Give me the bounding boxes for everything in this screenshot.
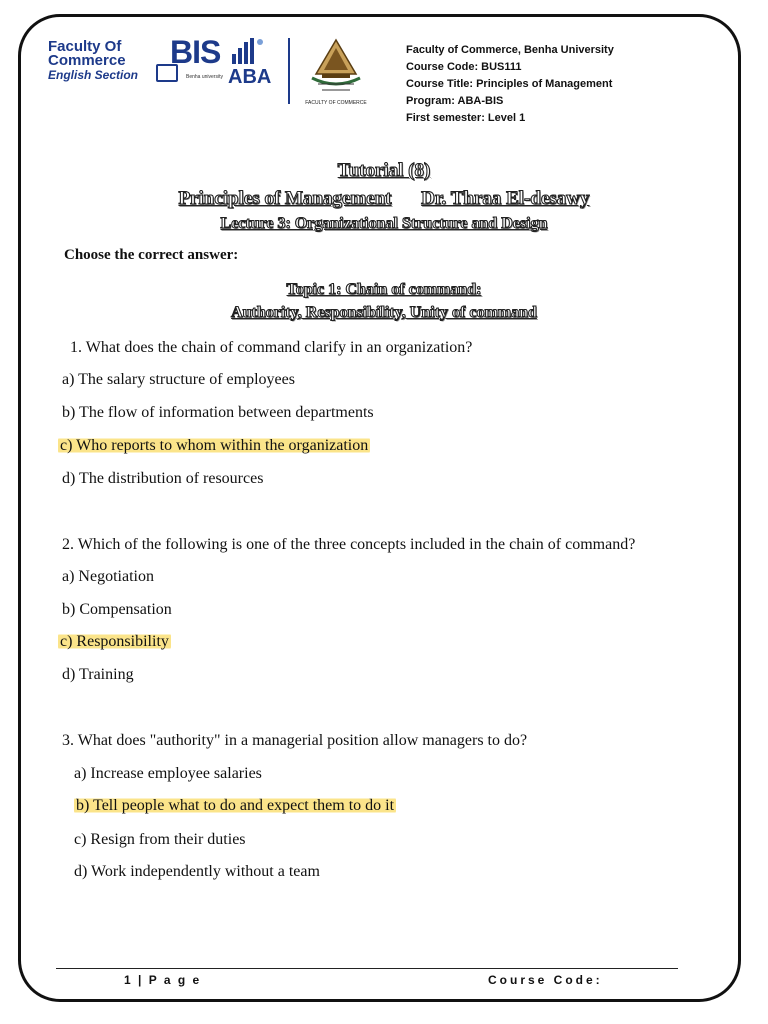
tutorial-title-text: Tutorial (8) xyxy=(337,160,431,181)
logo-bar xyxy=(48,32,388,108)
question-2-option-b: b) Compensation xyxy=(62,601,172,618)
course-info xyxy=(406,42,614,127)
topic-heading-1 xyxy=(0,281,768,299)
lecture-title xyxy=(0,215,768,233)
question-3-option-c: c) Resign from their duties xyxy=(74,831,246,848)
program: Program: ABA-BIS xyxy=(406,95,504,107)
answer-highlight: c) Responsibility xyxy=(60,633,169,650)
bis-logo-subtext: Benha university xyxy=(186,74,223,80)
question-2-option-a: a) Negotiation xyxy=(62,568,154,585)
course-title: Course Title: Principles of Management xyxy=(406,78,613,90)
logo-text-line1: Faculty Of xyxy=(48,38,122,55)
question-3: 3. What does "authority" in a managerial position allow managers to do? xyxy=(62,732,528,749)
subject-title: Principles of Management xyxy=(178,188,392,209)
question-1: 1. What does the chain of command clarify in an organization? xyxy=(70,339,473,356)
topic-heading-2 xyxy=(0,304,768,322)
question-1-option-d: d) The distribution of resources xyxy=(62,470,264,487)
question-1-option-c-highlighted xyxy=(58,437,370,455)
tutorial-title xyxy=(0,160,768,182)
bis-logo xyxy=(156,34,223,106)
question-2-option-c-highlighted xyxy=(58,633,171,651)
question-3-option-a: a) Increase employee salaries xyxy=(74,765,262,782)
course-code: Course Code: BUS111 xyxy=(406,61,522,73)
page-number: 1 | P a g e xyxy=(124,973,202,987)
faculty-of-commerce-logo xyxy=(48,40,148,82)
semester: First semester: Level 1 xyxy=(406,112,526,124)
answer-highlight: c) Who reports to whom within the organization xyxy=(60,437,369,454)
logo-divider xyxy=(288,38,290,104)
question-2: 2. Which of the following is one of the three concepts included in the chain of command? xyxy=(62,536,636,553)
question-1-option-a: a) The salary structure of employees xyxy=(62,371,295,388)
topic-line2: Authority, Responsibility, Unity of command xyxy=(231,304,537,321)
faculty-name: Faculty of Commerce, Benha University xyxy=(406,44,614,56)
question-1-option-b: b) The flow of information between departments xyxy=(62,404,374,421)
instructions: Choose the correct answer: xyxy=(64,247,239,263)
aba-logo xyxy=(228,36,274,106)
question-3-option-b-highlighted xyxy=(74,797,396,815)
lecture-title-text: Lecture 3: Organizational Structure and Design xyxy=(220,215,548,232)
instructor-name: Dr. Thraa El-desawy xyxy=(421,188,590,209)
topic-line1: Topic 1: Chain of command: xyxy=(286,281,482,298)
bis-logo-text: BIS xyxy=(170,34,221,70)
question-2-option-d: d) Training xyxy=(62,666,134,683)
aba-logo-text: ABA xyxy=(228,66,272,88)
emblem-icon xyxy=(292,34,380,98)
subject-line xyxy=(0,188,768,210)
footer-divider xyxy=(56,968,678,969)
logo-text-line2: Commerce xyxy=(48,52,126,69)
bar-chart-icon xyxy=(228,36,268,66)
answer-highlight: b) Tell people what to do and expect them to do it xyxy=(76,797,395,814)
question-3-option-d: d) Work independently without a team xyxy=(74,863,320,880)
footer-course-code: Course Code: xyxy=(488,973,603,987)
emblem-caption: FACULTY OF COMMERCE xyxy=(305,100,367,106)
university-emblem xyxy=(292,34,380,106)
logo-text-line3: English Section xyxy=(48,68,139,82)
